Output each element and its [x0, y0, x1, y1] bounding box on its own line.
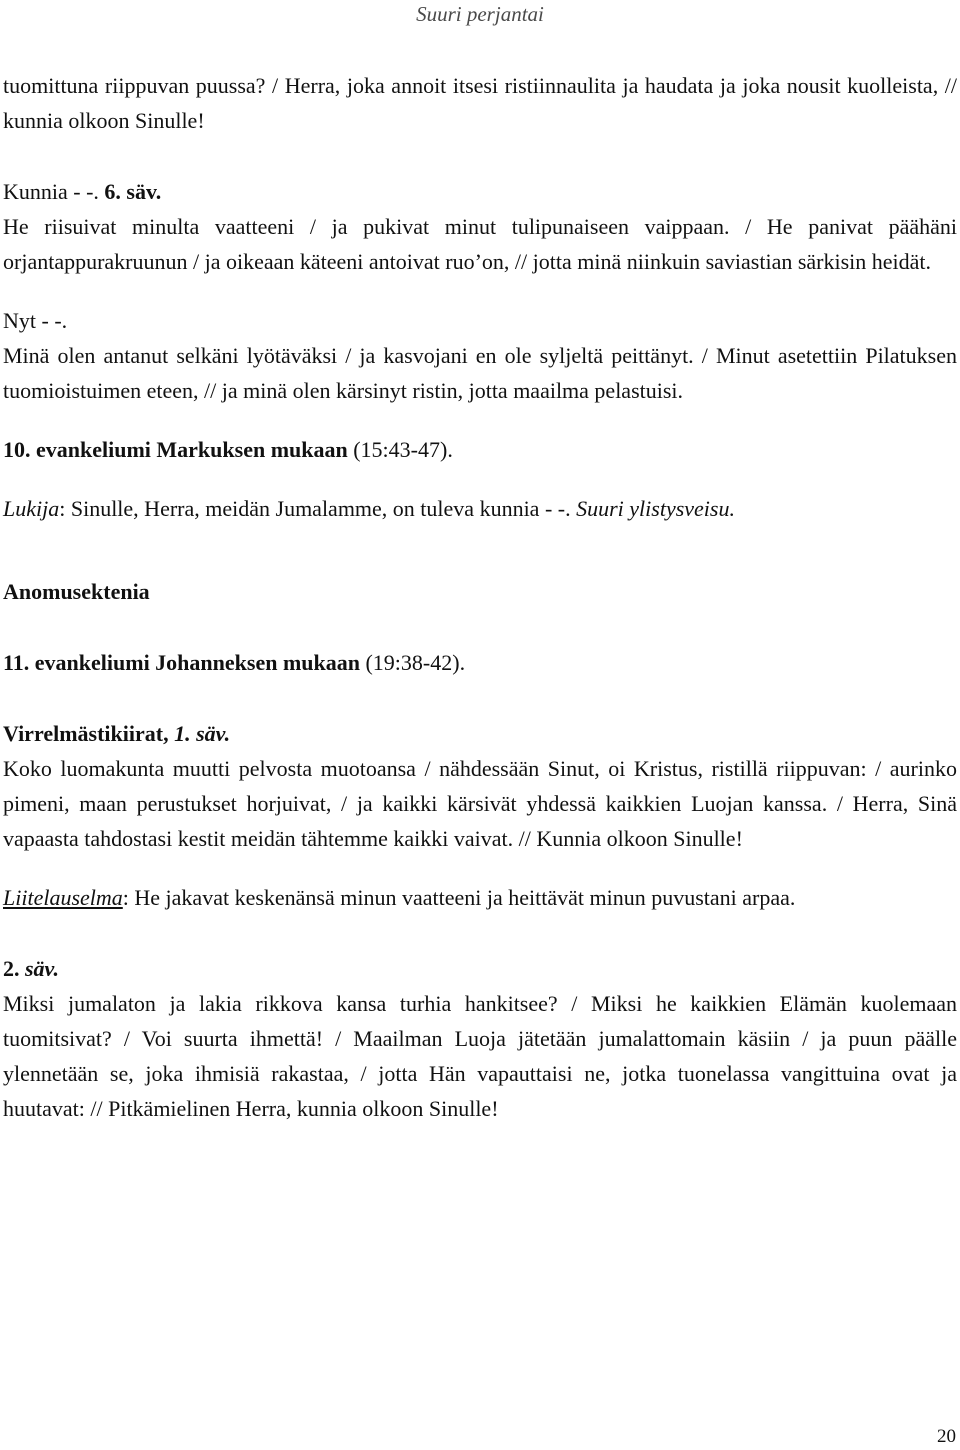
document-body — [3, 68, 957, 1126]
reader-label: Lukija — [3, 496, 60, 521]
verse-text: : He jakavat keskenänsä minun vaatteeni ja heittävät minun puvustani arpaa. — [122, 885, 796, 910]
reader-text: : Sinulle, Herra, meidän Jumalamme, on tuleva kunnia - -. — [59, 496, 577, 521]
tone-2-number: 2. — [3, 956, 25, 981]
glory-prefix: Kunnia - -. — [3, 179, 105, 204]
reader-line — [3, 491, 957, 526]
running-header: Suuri perjantai — [416, 2, 544, 26]
tone-label: 6. säv. — [104, 179, 162, 204]
paragraph-now: Minä olen antanut selkäni lyötäväksi / ja kasvojani en ole syljeltä peittänyt. / Minut asetettiin Pilatuksen tuomioistuimen eteen, // ja minä olen kärsinyt ristin, jotta maailma pelastuisi. — [3, 343, 957, 403]
paragraph-aposticha-1: Koko luomakunta muutti pelvosta muotoansa / nähdessään Sinut, oi Kristus, ristillä riippuvan: / aurinko pimeni, maan perustukset horjuivat, / ja kaikki kärsivät yhdessä kaikkien Luojan kanssa. / Herra, Sinä vapaasta tahdostasi kestit meidän tähtemme kaikki vaivat. // Kunnia olkoon Sinulle! — [3, 756, 957, 851]
gospel-10-title: 10. evankeliumi Markuksen mukaan — [3, 437, 348, 462]
paragraph-aposticha-2: Miksi jumalaton ja lakia rikkova kansa turhia hankitsee? / Miksi he kaikkien Elämän kuolemaan tuomitsivat? / Voi suurta ihmettä! / Maailman Luoja jätetään jumalattomain käsiin / ja puun päälle ylennetään se, joka ihmisiä rakastaa, / jotta Hän vapauttaisi ne, jotka tuonelassa vangittuina ovat ja huutavat: // Pitkämielinen Herra, kunnia olkoon Sinulle! — [3, 991, 957, 1121]
verse-line — [3, 880, 957, 915]
tone-2-heading — [3, 951, 957, 986]
now-heading: Nyt - -. — [3, 308, 68, 333]
aposticha-tone: 1. säv. — [174, 721, 231, 746]
doxology-label: Suuri ylistysveisu. — [576, 496, 735, 521]
page-number: 20 — [937, 1426, 956, 1447]
glory-heading — [3, 174, 957, 209]
paragraph-hymn-end: tuomittuna riippuvan puussa? / Herra, joka annoit itsesi ristiinnaulita ja haudata ja joka nousit kuolleista, // kunnia olkoon Sinulle! — [3, 73, 957, 133]
tone-2-label: säv. — [25, 956, 60, 981]
verse-label: Liitelauselma — [3, 885, 123, 910]
paragraph-glory: He riisuivat minulta vaatteeni / ja pukivat minut tulipunaiseen vaippaan. / He panivat päähäni orjantappurakruunun / ja oikeaan käteeni antoivat ruo’on, // jotta minä niinkuin saviastian särkisin heidät. — [3, 214, 957, 274]
gospel-11-title: 11. evankeliumi Johanneksen mukaan — [3, 650, 360, 675]
aposticha-title: Virrelmästikiirat, — [3, 721, 175, 746]
gospel-11-reference: (19:38-42). — [359, 650, 466, 675]
litany-heading: Anomusektenia — [3, 579, 150, 604]
gospel-11-heading — [3, 645, 957, 680]
aposticha-heading — [3, 716, 957, 751]
gospel-10-heading — [3, 432, 957, 467]
gospel-10-reference: (15:43-47). — [347, 437, 453, 462]
